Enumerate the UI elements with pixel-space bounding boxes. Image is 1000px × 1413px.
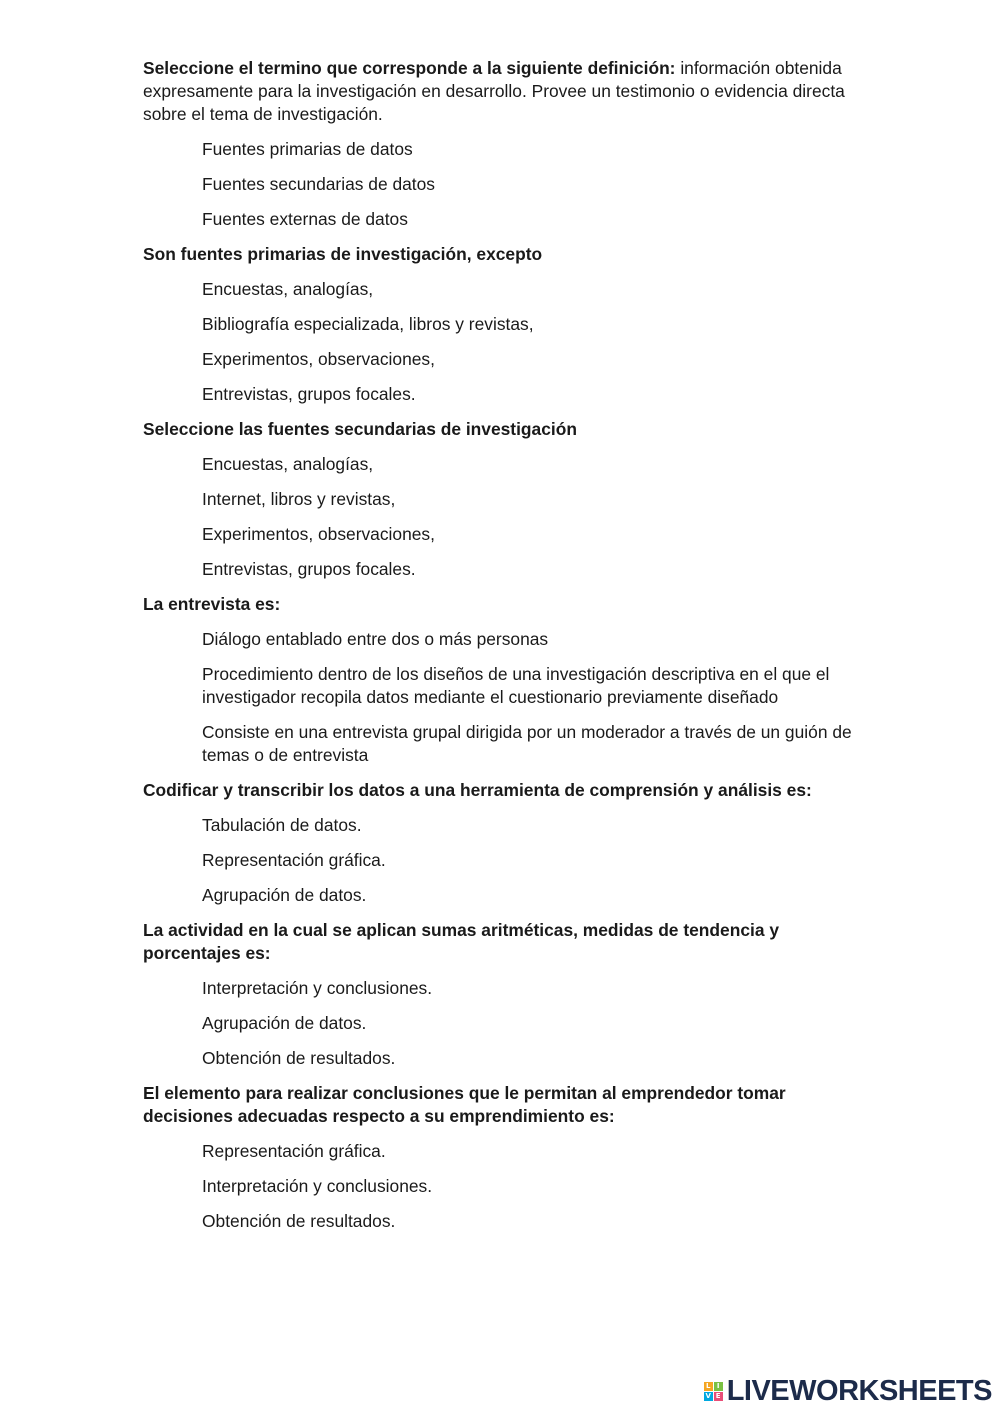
question-prompt [143,418,863,441]
liveworksheets-brand [704,1375,992,1408]
answer-option[interactable]: Experimentos, observaciones, [202,524,435,544]
answer-option[interactable]: Consiste en una entrevista grupal dirigida por un moderador a través de un guión de temas o de entrevista [202,722,852,765]
brand-name: LIVEWORKSHEETS [726,1375,992,1407]
answer-option[interactable]: Diálogo entablado entre dos o más personas [202,629,549,649]
answer-option[interactable]: Representación gráfica. [202,1141,386,1161]
answer-option[interactable]: Encuestas, analogías, [202,279,374,299]
question-prompt [143,243,863,266]
question-block [143,593,863,767]
question-prompt-bold: El elemento para realizar conclusiones que le permitan al emprendedor tomar decisiones adecuadas respecto a su emprendimiento es: [143,1083,786,1126]
question-prompt-bold: La entrevista es: [143,594,281,614]
question-prompt-bold: Son fuentes primarias de investigación, excepto [143,244,543,264]
question-prompt [143,593,863,616]
answer-option[interactable]: Bibliografía especializada, libros y revistas, [202,314,534,334]
liveworksheets-logo-icon [704,1382,723,1401]
answer-option[interactable]: Fuentes secundarias de datos [202,174,435,194]
question-prompt-rest: información obtenida expresamente para la investigación en desarrollo. Provee un testimonio o evidencia directa sobre el tema de investigación. [143,58,845,124]
question-block [143,57,863,231]
question-prompt [143,57,863,126]
question-prompt-bold: Seleccione las fuentes secundarias de investigación [143,419,577,439]
answer-option[interactable]: Obtención de resultados. [202,1211,396,1231]
answer-option[interactable]: Fuentes primarias de datos [202,139,413,159]
question-block [143,1082,863,1233]
question-list [143,57,863,1233]
answer-option[interactable]: Agrupación de datos. [202,1013,367,1033]
question-prompt-bold: La actividad en la cual se aplican sumas aritméticas, medidas de tendencia y porcentajes es: [143,920,779,963]
question-block [143,779,863,907]
question-block [143,243,863,406]
answer-option[interactable]: Experimentos, observaciones, [202,349,435,369]
answer-option[interactable]: Obtención de resultados. [202,1048,396,1068]
question-block [143,919,863,1070]
answer-option[interactable]: Agrupación de datos. [202,885,367,905]
question-prompt-bold: Seleccione el termino que corresponde a la siguiente definición: [143,58,676,78]
answer-option[interactable]: Encuestas, analogías, [202,454,374,474]
answer-option[interactable]: Procedimiento dentro de los diseños de una investigación descriptiva en el que el investigador recopila datos mediante el cuestionario previamente diseñado [202,664,830,707]
question-prompt-bold: Codificar y transcribir los datos a una herramienta de comprensión y análisis es: [143,780,812,800]
logo-letter-e: E [714,1392,723,1401]
answer-option[interactable]: Entrevistas, grupos focales. [202,559,416,579]
logo-letter-l: L [704,1382,713,1391]
answer-option[interactable]: Fuentes externas de datos [202,209,408,229]
logo-letter-v: V [705,1392,711,1400]
worksheet [143,57,863,1245]
logo-letter-i: I [714,1382,723,1391]
answer-option[interactable]: Interpretación y conclusiones. [202,1176,433,1196]
question-prompt [143,779,863,802]
question-block [143,418,863,581]
answer-option[interactable]: Interpretación y conclusiones. [202,978,433,998]
question-prompt [143,919,863,965]
answer-option[interactable]: Internet, libros y revistas, [202,489,396,509]
answer-option[interactable]: Tabulación de datos. [202,815,362,835]
answer-option[interactable]: Entrevistas, grupos focales. [202,384,416,404]
answer-option[interactable]: Representación gráfica. [202,850,386,870]
question-prompt [143,1082,863,1128]
